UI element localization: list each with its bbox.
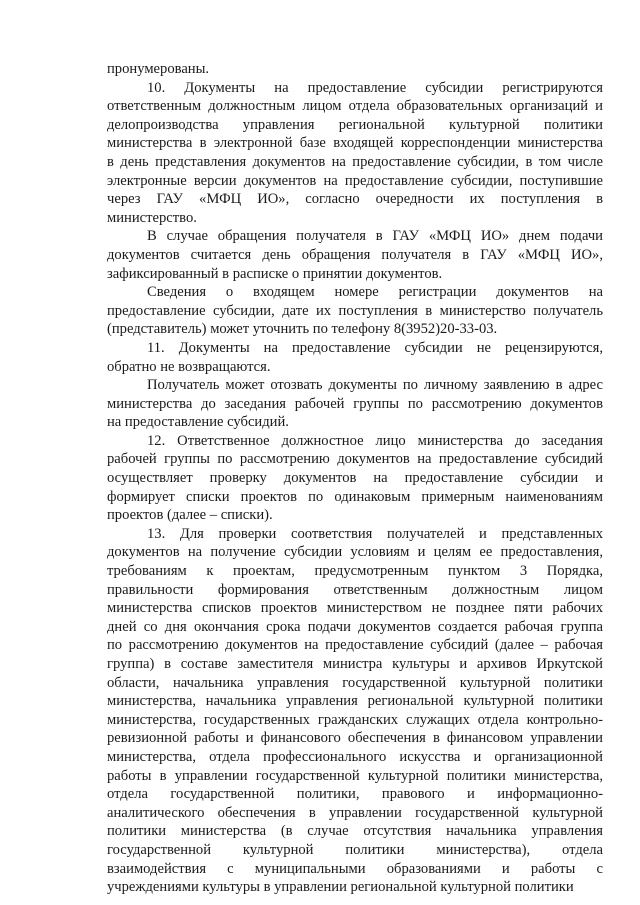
text-line: министерства, государственных гражданских служащих отдела контрольно- (107, 711, 603, 728)
document-body (107, 60, 603, 897)
text-line: формирует списки проектов по одинаковым примерным наименованиям (107, 488, 603, 505)
text-line: В случае обращения получателя в ГАУ «МФЦ ИО» днем подачи (147, 228, 603, 245)
text-line: 10. Документы на предоставление субсидии регистрируются (147, 79, 603, 96)
text-line: отдела государственной политики, правового и информационно- (107, 786, 603, 803)
text-line: министерства, отдела профессионального искусства и организационной (107, 748, 603, 765)
paragraph-p13 (107, 525, 603, 897)
text-line: пронумерованы. (107, 61, 210, 77)
paragraph-p10c (107, 283, 603, 339)
text-line: зафиксированный в расписке о принятии документов. (107, 265, 443, 282)
text-line: аналитического обеспечения в управлении государственной культурной (107, 804, 603, 821)
paragraph-p11b (107, 376, 603, 432)
text-line: осуществляет проверку документов на предоставление субсидии и (107, 470, 603, 487)
text-line: требованиям к проектам, предусмотренным пунктом 3 Порядка, (107, 563, 603, 580)
text-line: дней со дня окончания срока подачи документов создается рабочая группа (107, 618, 603, 635)
text-line: министерства списков проектов министерством не позднее пяти рабочих (107, 600, 603, 617)
text-line: документов на получение субсидии условиям и целям ее предоставления, (107, 544, 603, 561)
text-line: правильности формирования ответственным должностным лицом (107, 581, 603, 598)
text-line: государственной культурной политики министерства), отдела (107, 841, 603, 858)
text-line: через ГАУ «МФЦ ИО», согласно очередности их поступления в (107, 191, 603, 208)
text-line: политики министерства (в случае отсутствия начальника управления (107, 823, 603, 840)
text-line: на предоставление субсидий. (107, 414, 289, 431)
paragraph-p10b (107, 227, 603, 283)
paragraph-p12 (107, 432, 603, 525)
paragraph-p0 (107, 60, 603, 79)
text-line: (представитель) может уточнить по телефону 8(3952)20-33-03. (107, 321, 498, 338)
text-line: области, начальника управления государственной культурной политики (107, 674, 603, 691)
text-line: ответственным должностным лицом отдела образовательных организаций и (107, 98, 603, 115)
paragraph-p11 (107, 339, 603, 376)
text-line: проектов (далее – списки). (107, 507, 273, 524)
text-line: рабочей группы по рассмотрению документов на предоставление субсидий (107, 451, 603, 468)
text-line: работы в управлении государственной культурной политики министерства, (107, 767, 603, 784)
text-line: обратно не возвращаются. (107, 358, 271, 375)
text-line: 12. Ответственное должностное лицо министерства до заседания (147, 432, 603, 449)
text-line: Сведения о входящем номере регистрации документов на (147, 284, 603, 301)
text-line: министерства, начальника управления региональной культурной политики (107, 693, 603, 710)
text-line: предоставление субсидии, дате их поступления в министерство получатель (107, 302, 603, 319)
text-line: по рассмотрению документов на предоставление субсидий (далее – рабочая (107, 637, 603, 654)
text-line: Получатель может отозвать документы по личному заявлению в адрес (147, 377, 603, 394)
text-line: ревизионной работы и финансового обеспечения в финансовом управлении (107, 730, 603, 747)
text-line: делопроизводства управления региональной культурной политики (107, 116, 603, 133)
text-line: министерства в электронной базе входящей корреспонденции министерства (107, 135, 603, 152)
text-line: министерства до заседания рабочей группы по рассмотрению документов (107, 395, 603, 412)
text-line: взаимодействия с муниципальными образованиями и работы с (107, 860, 603, 877)
paragraph-p10 (107, 79, 603, 228)
text-line: 13. Для проверки соответствия получателей и представленных (147, 525, 603, 542)
text-line: в день представления документов на предоставление субсидии, в том числе (107, 153, 603, 170)
text-line: 11. Документы на предоставление субсидии не рецензируются, (147, 339, 603, 356)
text-line: электронные версии документов на предоставление субсидии, поступившие (107, 172, 603, 189)
text-line: документов считается день обращения получателя в ГАУ «МФЦ ИО», (107, 246, 603, 263)
text-line: группа) в составе заместителя министра культуры и архивов Иркутской (107, 656, 603, 672)
text-line: учреждениями культуры в управлении региональной культурной политики (107, 879, 574, 896)
text-line: министерство. (107, 209, 197, 226)
